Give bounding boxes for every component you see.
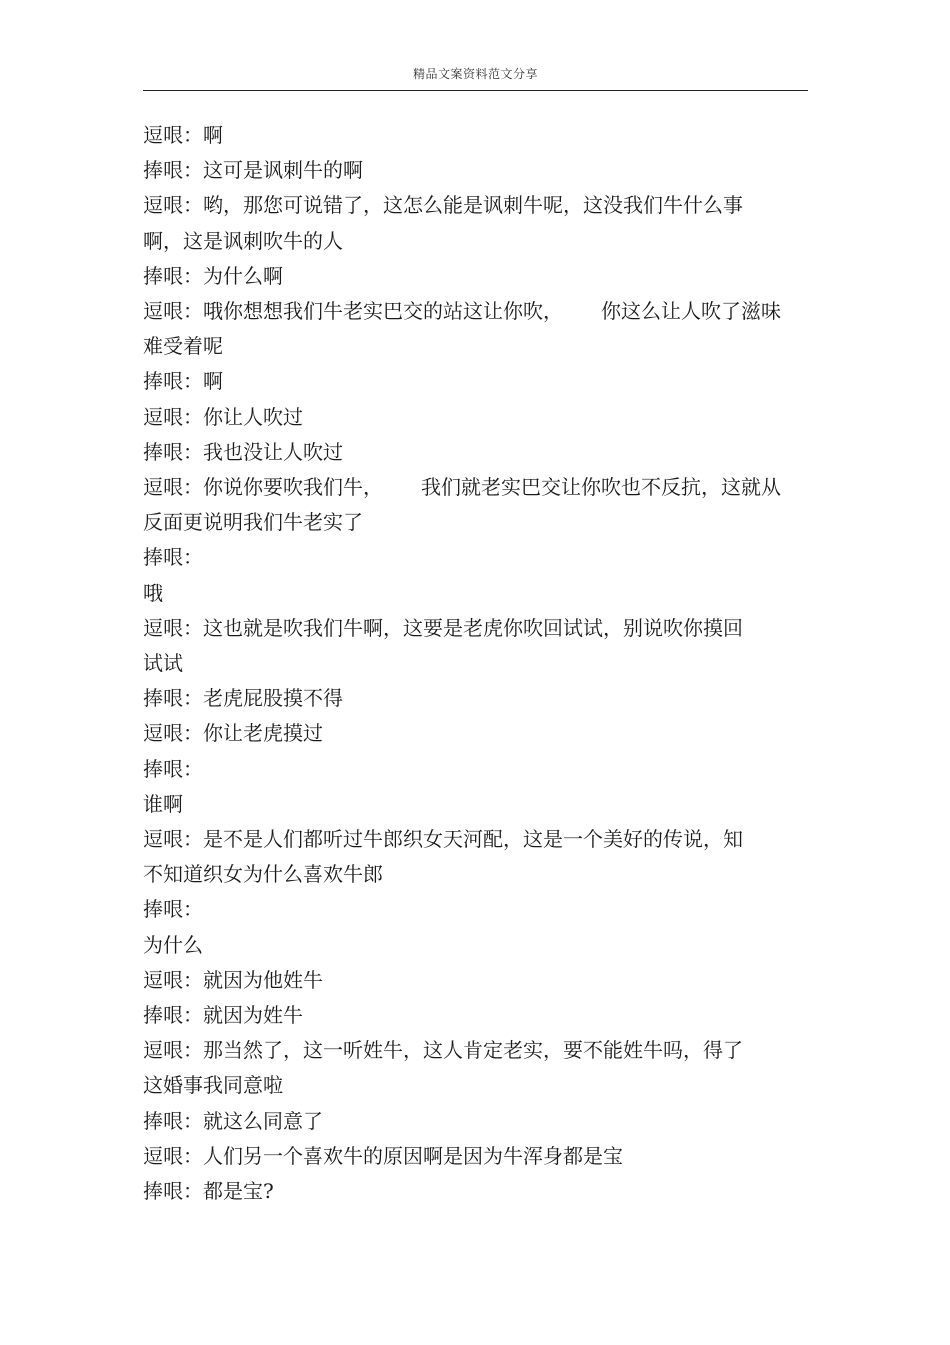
dialogue-line	[143, 998, 803, 1033]
dialogue-text: 捧哏：	[143, 897, 203, 922]
dialogue-text: 逗哏：就因为他姓牛	[143, 967, 323, 992]
dialogue-text: 啊，这是讽刺吹牛的人	[143, 228, 343, 253]
dialogue-line	[143, 1174, 803, 1209]
dialogue-line	[143, 259, 803, 294]
dialogue-line	[143, 857, 803, 892]
dialogue-line	[143, 716, 803, 751]
dialogue-text: 捧哏：就因为姓牛	[143, 1003, 303, 1028]
dialogue-text: 捧哏：这可是讽刺牛的啊	[143, 158, 363, 183]
dialogue-text: 捧哏：就这么同意了	[143, 1108, 323, 1133]
dialogue-line	[143, 435, 803, 470]
dialogue-text: 逗哏：哟，那您可说错了，这怎么能是讽刺牛呢，这没我们牛什么事	[143, 193, 743, 218]
dialogue-text: 反面更说明我们牛老实了	[143, 510, 363, 535]
dialogue-line	[143, 892, 803, 927]
dialogue-line	[143, 505, 803, 540]
dialogue-line	[143, 752, 803, 787]
dialogue-line	[143, 470, 803, 505]
dialogue-line	[143, 928, 803, 963]
header-divider	[143, 90, 808, 91]
dialogue-line	[143, 1139, 803, 1174]
dialogue-line	[143, 224, 803, 259]
dialogue-text: 谁啊	[143, 791, 183, 816]
dialogue-line	[143, 188, 803, 223]
dialogue-text: 逗哏：你让人吹过	[143, 404, 303, 429]
dialogue-text: 逗哏：你说你要吹我们牛，	[143, 475, 383, 500]
dialogue-line	[143, 400, 803, 435]
dialogue-text: 逗哏：你让老虎摸过	[143, 721, 323, 746]
dialogue-text: 这婚事我同意啦	[143, 1073, 283, 1098]
dialogue-text: 逗哏：这也就是吹我们牛啊，这要是老虎你吹回试试，别说吹你摸回	[143, 615, 743, 640]
dialogue-text: 捧哏：老虎屁股摸不得	[143, 686, 343, 711]
dialogue-text: 难受着呢	[143, 334, 223, 359]
dialogue-body	[143, 118, 803, 1209]
dialogue-line	[143, 611, 803, 646]
dialogue-text: 捧哏：我也没让人吹过	[143, 439, 343, 464]
dialogue-text: 捧哏：	[143, 756, 203, 781]
dialogue-line	[143, 1033, 803, 1068]
dialogue-line	[143, 681, 803, 716]
dialogue-line	[143, 364, 803, 399]
dialogue-line	[143, 153, 803, 188]
dialogue-text: 逗哏：那当然了，这一听姓牛，这人肯定老实，要不能姓牛吗，得了	[143, 1038, 743, 1063]
dialogue-text: 逗哏：哦你想想我们牛老实巴交的站这让你吹，	[143, 299, 563, 324]
dialogue-text: 你这么让人吹了滋味	[601, 299, 781, 324]
dialogue-line	[143, 963, 803, 998]
dialogue-text: 逗哏：啊	[143, 123, 223, 147]
dialogue-line	[143, 540, 803, 575]
dialogue-text: 试试	[143, 651, 183, 676]
dialogue-line	[143, 329, 803, 364]
dialogue-line	[143, 822, 803, 857]
dialogue-line	[143, 1068, 803, 1103]
dialogue-line	[143, 1104, 803, 1139]
dialogue-text: 哦	[143, 580, 163, 605]
dialogue-line	[143, 646, 803, 681]
page-header-title: 精品文案资料范文分享	[412, 67, 538, 81]
dialogue-text: 逗哏：是不是人们都听过牛郎织女天河配，这是一个美好的传说，知	[143, 827, 743, 852]
dialogue-text: 捧哏：啊	[143, 369, 223, 394]
dialogue-line	[143, 294, 803, 329]
dialogue-text: 捧哏：	[143, 545, 203, 570]
dialogue-line	[143, 787, 803, 822]
dialogue-text: 为什么	[143, 932, 203, 957]
dialogue-text: 逗哏：人们另一个喜欢牛的原因啊是因为牛浑身都是宝	[143, 1143, 623, 1168]
dialogue-line	[143, 118, 803, 153]
dialogue-text: 捧哏：为什么啊	[143, 263, 283, 288]
dialogue-text: 不知道织女为什么喜欢牛郎	[143, 862, 383, 887]
dialogue-text: 捧哏：都是宝?	[143, 1179, 274, 1204]
dialogue-line	[143, 576, 803, 611]
dialogue-text: 我们就老实巴交让你吹也不反抗，这就从	[421, 475, 781, 500]
